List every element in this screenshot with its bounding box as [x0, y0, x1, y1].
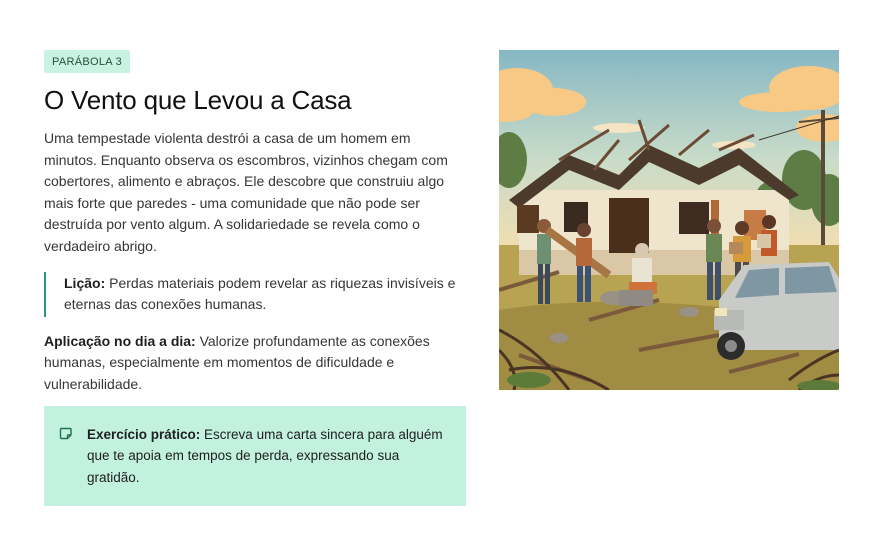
storm-illustration — [499, 50, 839, 390]
exercise-label: Exercício prático: — [87, 427, 201, 442]
parable-badge: PARÁBOLA 3 — [44, 50, 130, 73]
lesson-label: Lição: — [64, 274, 106, 291]
exercise-text: Escreva uma carta sincera para alguém que te apoia em tempos de perda, expressando sua gratidão. — [87, 427, 443, 485]
parable-story: Uma tempestade violenta destrói a casa de um homem em minutos. Enquanto observa os escombros, vizinhos chegam com cobertores, alimento e abraços. Ele descobre que construiu algo mais forte que paredes - uma comunidade que não pode ser destruída por vento algum. A solidariedade se revela como o verdadeiro abrigo. — [44, 130, 448, 254]
application-label: Aplicação no dia a dia: — [44, 332, 196, 349]
parable-title: O Vento que Levou a Casa — [44, 85, 352, 115]
exercise-box — [44, 406, 466, 506]
parable-content — [44, 50, 466, 396]
lesson-text: Perdas materiais podem revelar as riquezas invisíveis e eternas das conexões humanas. — [64, 274, 456, 313]
note-icon — [59, 427, 72, 440]
application-text — [44, 331, 466, 396]
lesson-quote — [44, 272, 466, 317]
application-body: Valorize profundamente as conexões humanas, especialmente em momentos de dificuldade e vulnerabilidade. — [44, 332, 430, 392]
